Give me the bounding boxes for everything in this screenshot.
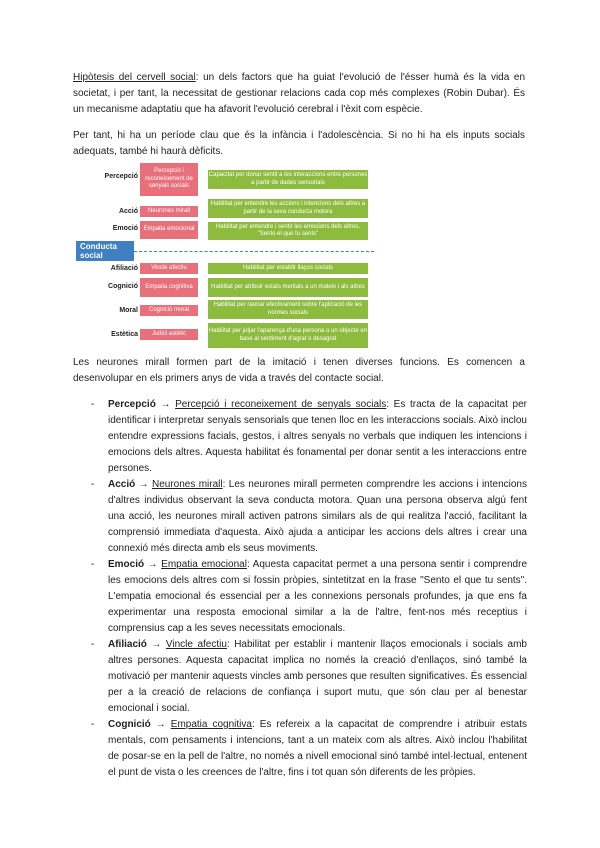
social-brain-diagram bbox=[74, 163, 380, 343]
mirror-neurons-paragraph: Les neurones mirall formen part de la imitació i tenen diverses funcions. Es comencen a desenvolupar en els primers anys de vida a través del contacte social. bbox=[73, 357, 525, 384]
list-item: - Emoció → Empatia emocional: Aquesta capacitat permet a una persona sentir i comprendre les emocions dels altres com si fossin pròpies, sintetitzat en la frase "Sento el que tu sents". L'empatia emocional és essencial per a les connexions personals profundes, ja que ens fa experimentar una resposta emocional similar a la de l'altre, fent-nos més receptius i comprensius cap a les seves necessitats emocionals. bbox=[91, 559, 528, 634]
row-label-afiliacio: Afiliació bbox=[110, 265, 138, 272]
pink-box-cognicio: Empatia cognitiva bbox=[140, 278, 198, 297]
item-arrow: → bbox=[135, 479, 152, 490]
item-text: : Es refereix a la capacitat de comprendre i atribuir estats mentals, com pensaments i intencions, tant a un mateix com als altres. Això inclou l'habilitat de posar-se en la pell de l'altre, no només a nivell emocional sinó també intel·lectual, entenent el punt de vista o les creences de l'altre, fins i tot quan són diferents de les pròpies. bbox=[108, 719, 527, 778]
item-text: : Es tracta de la capacitat per identificar i interpretar senyals sensorials que tenen lloc en les interaccions socials. Això inclou entendre expressions facials, gestos, i altres senyals no verbals que indiquen les intencions i emocions dels altres. Aquesta habilitat és fonamental per donar sentit a les interaccions entre persones. bbox=[108, 399, 527, 474]
row-label-moral: Moral bbox=[119, 307, 138, 314]
pink-box-accio: Neurones mirall bbox=[140, 206, 198, 217]
green-box-moral: Habilitat per raonar efectivament sobre l'aplicació de les normes socials bbox=[208, 300, 368, 319]
intro-paragraph bbox=[73, 70, 525, 118]
list-item: - Percepció → Percepció i reconeixement de senyals socials: Es tracta de la capacitat per identificar i interpretar senyals sensorials que tenen lloc en les interaccions socials. Això inclou entendre expressions facials, gestos, i altres senyals no verbals que indiquen les intencions i emocions dels altres. Aquesta habilitat és fonamental per donar sentit a les interaccions entre persones. bbox=[91, 399, 527, 474]
item-text: : Habilitat per establir i mantenir llaços emocionals i socials amb altres persones. Aquesta capacitat implica no només la creació d'enllaços, sinó també la motivació per mantenir aquests vincles amb persones que resulten significatives. És essencial per a la creació de relacions de confiança i suport mutu, que són clau per al benestar emocional i social. bbox=[108, 639, 527, 714]
list-item: - Acció → Neurones mirall: Les neurones mirall permeten comprendre les accions i intencions d'altres individus observant la seva conducta motora. Quan una persona observa algú fent una acció, les neurones mirall activen patrons similars als de qui realitza l'acció, facilitant la comprensió immediata d'aquesta. Això ajuda a anticipar les accions dels altres i crear una connexió més directa amb els seus moviments. bbox=[91, 479, 527, 554]
green-box-estetica: Habilitat per jutjar l'aparença d'una persona o un objecte en base al sentiment d'agrat o desagrat bbox=[208, 323, 368, 348]
item-title: Cognició bbox=[108, 719, 151, 730]
dashed-divider bbox=[134, 251, 374, 252]
list-item: - Afiliació → Vincle afectiu: Habilitat per establir i mantenir llaços emocionals i socials amb altres persones. Aquesta capacitat implica no només la creació d'enllaços, sinó també la motivació per mantenir aquests vincles amb persones que resulten significatives. És essencial per a la creació de relacions de confiança i suport mutu, que són clau per al benestar emocional i social. bbox=[91, 639, 527, 714]
conducta-social-label bbox=[76, 241, 134, 261]
period-paragraph: Per tant, hi ha un període clau que és la infància i l'adolescència. Si no hi ha els inputs socials adequats, també hi haurà dèficits. bbox=[73, 130, 525, 157]
conducta-word-2: social bbox=[80, 251, 103, 260]
item-title: Acció bbox=[108, 479, 136, 490]
green-box-afiliacio: Habilitat per establir llaços socials bbox=[208, 263, 368, 274]
item-title: Afiliació bbox=[108, 639, 147, 650]
intro-term: Hipòtesis del cervell social bbox=[73, 72, 196, 83]
item-arrow: → bbox=[144, 559, 162, 570]
item-term: Neurones mirall bbox=[151, 479, 223, 490]
intro-text: : un dels factors que ha guiat l'evolució de l'ésser humà és la vida en societat, i per tant, la necessitat de gestionar relacions cada cop més complexes (Robin Dubar). És un mecanisme adaptatiu que ha afavorit l'evolució cerebral i l'èxit com espècie. bbox=[73, 72, 525, 115]
list-item: - Cognició → Empatia cognitiva: Es refereix a la capacitat de comprendre i atribuir estats mentals, com pensaments i intencions, tant a un mateix com als altres. Això inclou l'habilitat de posar-se en la pell de l'altre, no només a nivell emocional sinó també intel·lectual, entenent el punt de vista o les creences de l'altre, fins i tot quan són diferents de les pròpies. bbox=[91, 719, 527, 778]
item-title: Percepció bbox=[108, 399, 156, 410]
conducta-word-1: Conducta bbox=[80, 242, 117, 251]
green-box-accio: Habilitat per entendre les accions i intencions dels altres a partir de la seva conducta motora bbox=[208, 199, 368, 218]
item-arrow: → bbox=[155, 399, 176, 410]
row-label-cognicio: Cognició bbox=[108, 283, 138, 290]
item-title: Emoció bbox=[108, 559, 145, 570]
row-label-estetica: Estètica bbox=[111, 331, 138, 338]
pink-box-estetica: Judici estètic bbox=[140, 329, 198, 340]
green-box-emocio: Habilitat per entendre i sentir les emocions dels altres. "Sento el que tu sents" bbox=[208, 222, 368, 240]
item-term: Empatia emocional bbox=[161, 559, 247, 570]
item-arrow: → bbox=[146, 639, 166, 650]
green-box-percepcio: Capacitat per donar sentit a les interaccions entre persones a partir de dades sensorials bbox=[208, 170, 368, 189]
pink-box-afiliacio: Vincle afectiu bbox=[140, 263, 198, 274]
functions-list bbox=[91, 397, 527, 781]
pink-box-percepcio: Percepció i reconeixement de senyals socials bbox=[140, 163, 198, 196]
item-text: : Les neurones mirall permeten comprendre les accions i intencions d'altres individus observant la seva conducta motora. Quan una persona observa algú fent una acció, les neurones mirall activen patrons similars als de qui realitza l'acció, facilitant la comprensió immediata d'aquesta. Això ajuda a anticipar les accions dels altres i crear una connexió més directa amb els seus moviments. bbox=[108, 479, 527, 554]
item-arrow: → bbox=[150, 719, 171, 730]
item-term: Vincle afectiu bbox=[165, 639, 227, 650]
item-text: : Aquesta capacitat permet a una persona sentir i comprendre les emocions dels altres com si fossin pròpies, sintetitzat en la frase "Sento el que tu sents". L'empatia emocional és essencial per a les connexions personals profundes, ja que ens fa experimentar una resposta emocional similar a la de l'altre, fent-nos més receptius i comprensius cap a les seves necessitats emocionals. bbox=[108, 559, 528, 634]
item-term: Empatia cognitiva bbox=[170, 719, 252, 730]
row-label-emocio: Emoció bbox=[112, 225, 138, 232]
green-box-cognicio: Habilitat per atribuir estats mentals a un mateix i als altres bbox=[208, 278, 368, 297]
pink-box-emocio: Empatia emocional bbox=[140, 221, 198, 239]
row-label-accio: Acció bbox=[118, 208, 138, 215]
row-label-percepcio: Percepció bbox=[104, 173, 138, 180]
pink-box-moral: Cognició moral bbox=[140, 305, 198, 316]
item-term: Percepció i reconeixement de senyals socials bbox=[175, 399, 387, 410]
